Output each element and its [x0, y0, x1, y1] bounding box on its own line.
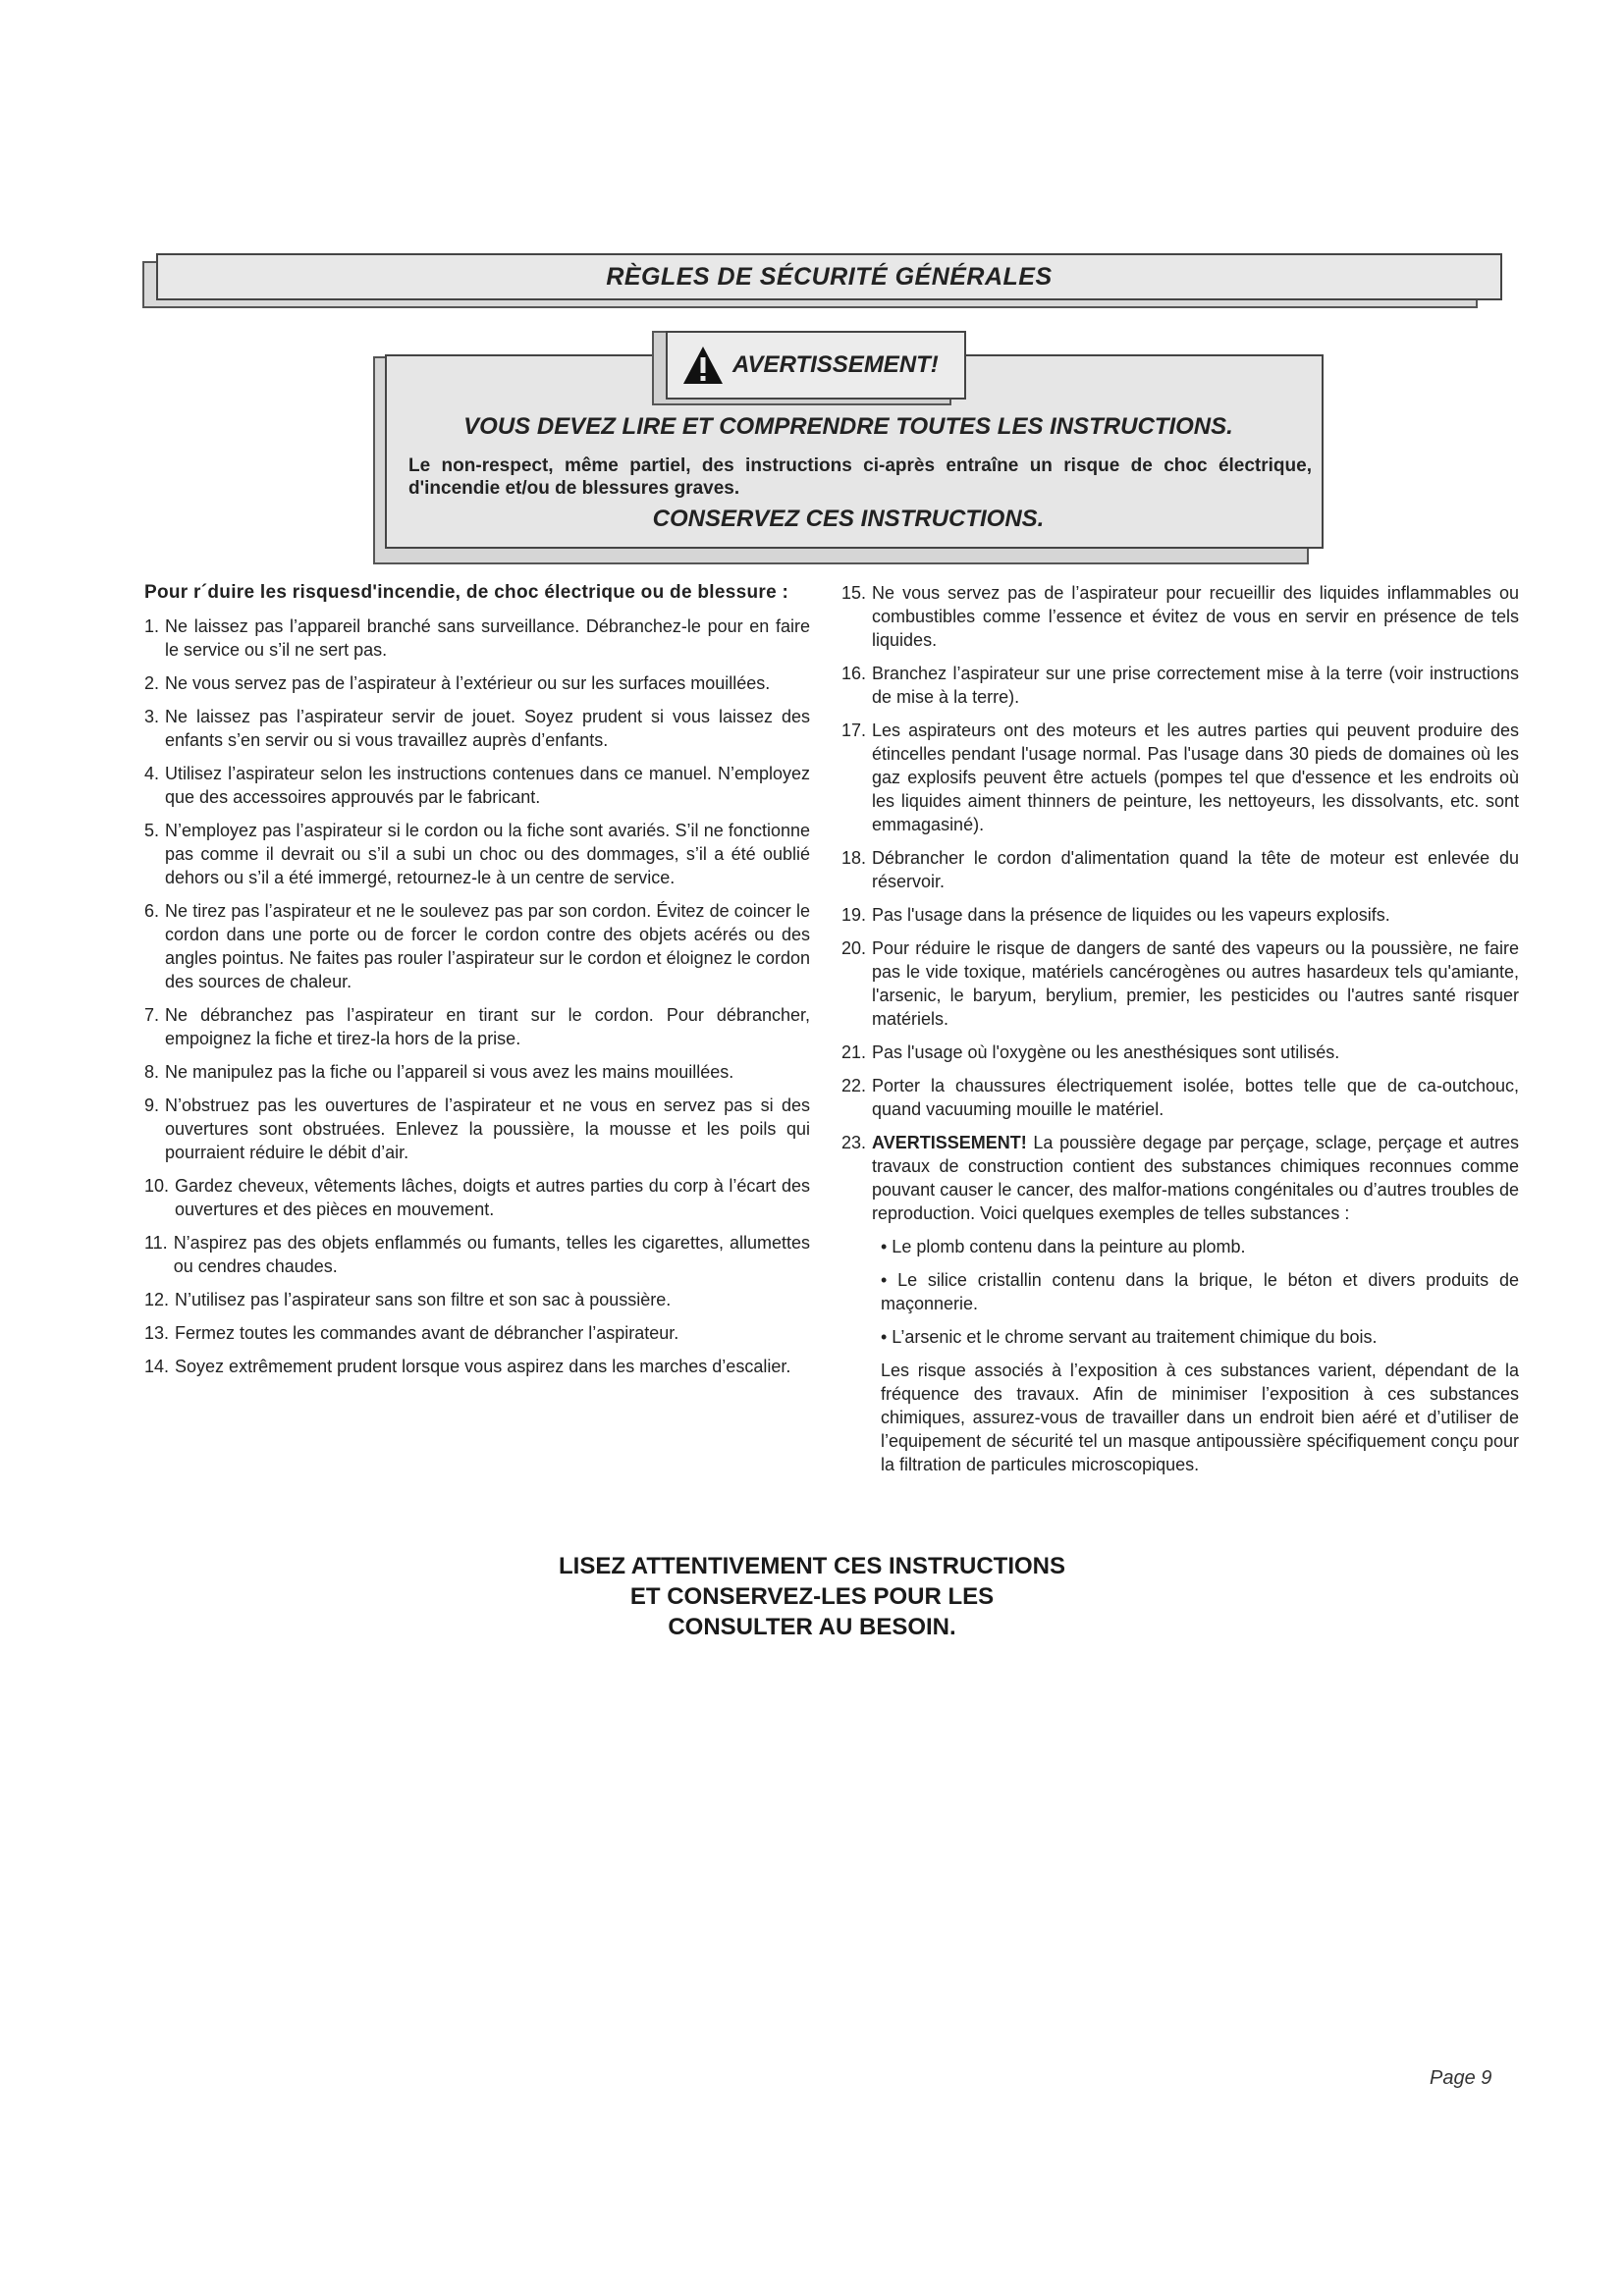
- rule-text: N’employez pas l’aspirateur si le cordon ou la fiche sont avariés. S’il ne fonctionne pas comme il devrait ou s’il a subi un choc ou des dommages, s’il a été oublié dehors ou s’il a été immergé, retournez-le à un centre de service.: [165, 821, 810, 887]
- warning-triangle-icon: [681, 345, 725, 386]
- rule-number: 6.: [144, 901, 160, 921]
- rule-warning-label: AVERTISSEMENT!: [872, 1133, 1027, 1152]
- right-column: [841, 581, 1519, 1486]
- right-rules-list: [841, 581, 1519, 1121]
- exposure-paragraph: Les risque associés à l’exposition à ces substances varient, dépendant de la fréquence des travaux. Afin de minimiser l’exposition à ces substances chimiques, assurez-vous de travailler dans un endroit bien aéré et d’utiliser de l’equipement de sécurité tel un masque antipoussière spécifiquement conçu pour la filtration de particules microscopiques.: [881, 1361, 1519, 1474]
- rule-text: Débrancher le cordon d'alimentation quand la tête de moteur est enlevée du réservoir.: [872, 848, 1519, 891]
- rule-text: Soyez extrêmement prudent lorsque vous aspirez dans les marches d’escalier.: [175, 1357, 791, 1376]
- rule-text: Ne laissez pas l’aspirateur servir de jouet. Soyez prudent si vous laissez des enfants s’en servir ou si vous travaillez auprès d’enfants.: [165, 707, 810, 750]
- closing-line-2: ET CONSERVEZ-LES POUR LES: [629, 1583, 995, 1610]
- rule-text: Ne tirez pas l’aspirateur et ne le soulevez pas par son cordon. Évitez de coincer le cordon dans une porte ou de forcer le cordon contre des objets acérés ou des angles pointus. Ne faites pas rouler l’aspirateur sur le cordon et éloignez le cordon des sources de chaleur.: [165, 901, 810, 991]
- warning-box: [373, 331, 1324, 566]
- rule-number: 22.: [841, 1076, 867, 1095]
- rule-number: 10.: [144, 1176, 170, 1196]
- rule-text: Pour réduire le risque de dangers de santé des vapeurs ou la poussière, ne faire pas le vide toxique, matériels cancérogènes ou autres hasardeux tels qu'amiante, l'arsenic, le baryum, berylium, premier, les pesticides ou l'autres santé risquer matériels.: [872, 938, 1519, 1029]
- rule-text: Ne laissez pas l’appareil branché sans surveillance. Débranchez-le pour en faire le service ou s’il ne sert pas.: [165, 616, 810, 660]
- rule-text: N’utilisez pas l’aspirateur sans son filtre et son sac à poussière.: [175, 1290, 672, 1309]
- rule-item: [841, 1074, 1519, 1121]
- rule-text: Branchez l’aspirateur sur une prise correctement mise à la terre (voir instructions de mise à la terre).: [872, 664, 1519, 707]
- rule-item: [144, 1231, 810, 1278]
- rule-item: [841, 846, 1519, 893]
- rule-text: Les aspirateurs ont des moteurs et les autres parties qui peuvent produire des étincelles pendant l'usage normal. Pas l'usage dans 30 pieds de domaines où les gaz explosifs peuvent être actuels (pompes tel que d'essence et les endroits où les liquides aiment thinners de peinture, les nettoyeurs, les dissolvants, etc. sont emmagasiné).: [872, 721, 1519, 834]
- rule-item: [144, 1060, 810, 1084]
- rule-number: 13.: [144, 1323, 170, 1343]
- rule-number: 2.: [144, 673, 160, 693]
- rule-23-text: La poussière degage par perçage, sclage, perçage et autres travaux de construction contient des substances chimiques reconnues comme pouvant causer le cancer, des malfor-mations congénitales ou d’autres troubles de reproduction. Voici quelques exemples de telles substances :: [872, 1133, 1519, 1223]
- rule-item: [144, 1003, 810, 1050]
- title-banner-box: [156, 253, 1502, 300]
- rule-number: 7.: [144, 1005, 160, 1025]
- section-title: RÈGLES DE SÉCURITÉ GÉNÉRALES: [606, 262, 1053, 291]
- warning-tag: [666, 331, 966, 400]
- rule-number: 23.: [841, 1133, 867, 1152]
- warning-body-text: Le non-respect, même partiel, des instructions ci-après entraîne un risque de choc électrique, d'incendie et/ou de blessures graves.: [408, 455, 1312, 499]
- intro-text: Pour r´duire les risquesd'incendie, de choc électrique ou de blessure :: [144, 582, 789, 603]
- rule-item: [144, 1094, 810, 1164]
- rule-number: 8.: [144, 1062, 160, 1082]
- rule-item: [144, 1288, 810, 1311]
- bullet-arsenic: • L’arsenic et le chrome servant au traitement chimique du bois.: [881, 1327, 1378, 1347]
- rule-number: 20.: [841, 938, 867, 958]
- rule-item: [144, 762, 810, 809]
- warning-tag-label: AVERTISSEMENT!: [732, 351, 939, 378]
- rule-number: 5.: [144, 821, 160, 840]
- rule-number: 1.: [144, 616, 160, 636]
- rule-text: Pas l'usage où l'oxygène ou les anesthésiques sont utilisés.: [872, 1042, 1340, 1062]
- left-rules-list: [144, 614, 810, 1378]
- warning-keep-instructions: CONSERVEZ CES INSTRUCTIONS.: [652, 506, 1045, 532]
- rule-item: [841, 903, 1519, 927]
- rule-number: 15.: [841, 583, 867, 603]
- rule-text: Ne vous servez pas de l’aspirateur pour recueillir des liquides inflammables ou combustibles comme l’essence et évitez de vous en servir en présence de tels liquides.: [872, 583, 1519, 650]
- rule-number: 3.: [144, 707, 160, 726]
- rule-item: [144, 899, 810, 993]
- rule-text: Utilisez l’aspirateur selon les instructions contenues dans ce manuel. N’employez que des accessoires approuvés par le fabricant.: [165, 764, 810, 807]
- rule-item: [841, 662, 1519, 709]
- rule-item: [841, 719, 1519, 836]
- rule-number: 14.: [144, 1357, 170, 1376]
- rule-number: 17.: [841, 721, 867, 740]
- left-column: [144, 581, 810, 1388]
- rule-text: Pas l'usage dans la présence de liquides ou les vapeurs explosifs.: [872, 905, 1390, 925]
- rule-number: 9.: [144, 1095, 160, 1115]
- page-number: Page 9: [1430, 2067, 1492, 2089]
- rule-number: 21.: [841, 1042, 867, 1062]
- rule-item: [841, 936, 1519, 1031]
- rule-number: 11.: [144, 1233, 168, 1253]
- rule-item: [841, 1041, 1519, 1064]
- rule-number: 19.: [841, 905, 867, 925]
- rule-item: [144, 819, 810, 889]
- rule-text: Ne débranchez pas l’aspirateur en tirant sur le cordon. Pour débrancher, empoignez la fiche et tirez-la hors de la prise.: [165, 1005, 810, 1048]
- rule-item: [841, 581, 1519, 652]
- closing-notice: [0, 1551, 1624, 1642]
- rule-text: Porter la chaussures électriquement isolée, bottes telle que de ca-outchouc, quand vacuuming mouille le matériel.: [872, 1076, 1519, 1119]
- rule-item-23: [841, 1131, 1519, 1225]
- closing-line-1: LISEZ ATTENTIVEMENT CES INSTRUCTIONS: [558, 1553, 1065, 1579]
- closing-line-3: CONSULTER AU BESOIN.: [668, 1614, 956, 1640]
- rule-text: Fermez toutes les commandes avant de débrancher l’aspirateur.: [175, 1323, 679, 1343]
- rule-item: [144, 614, 810, 662]
- section-title-banner: [142, 253, 1502, 310]
- rule-number: 16.: [841, 664, 867, 683]
- rule-item: [144, 1174, 810, 1221]
- rule-item: [144, 1321, 810, 1345]
- rule-text: Ne vous servez pas de l’aspirateur à l’extérieur ou sur les surfaces mouillées.: [165, 673, 771, 693]
- rule-item: [144, 671, 810, 695]
- rule-number: 4.: [144, 764, 160, 783]
- rule-text: Ne manipulez pas la fiche ou l’appareil si vous avez les mains mouillées.: [165, 1062, 734, 1082]
- rule-item: [144, 705, 810, 752]
- rule-text: N’aspirez pas des objets enflammés ou fumants, telles les cigarettes, allumettes ou cendres chaudes.: [173, 1233, 810, 1276]
- rule-text: N’obstruez pas les ouvertures de l’aspirateur et ne vous en servez pas si des ouvertures sont obstruées. Enlevez la poussière, la mousse et les poils qui pourraient réduire le débit d’air.: [165, 1095, 810, 1162]
- rule-number: 12.: [144, 1290, 170, 1309]
- rule-number: 18.: [841, 848, 867, 868]
- bullet-silica: • Le silice cristallin contenu dans la brique, le béton et divers produits de maçonnerie.: [881, 1270, 1519, 1313]
- rule-text: Gardez cheveux, vêtements lâches, doigts et autres parties du corp à l’écart des ouvertures et des pièces en mouvement.: [175, 1176, 810, 1219]
- rule-text: [872, 1131, 1519, 1225]
- rule-item: [144, 1355, 810, 1378]
- bullet-lead: • Le plomb contenu dans la peinture au plomb.: [881, 1237, 1246, 1256]
- warning-heading: VOUS DEVEZ LIRE ET COMPRENDRE TOUTES LES INSTRUCTIONS.: [463, 413, 1233, 440]
